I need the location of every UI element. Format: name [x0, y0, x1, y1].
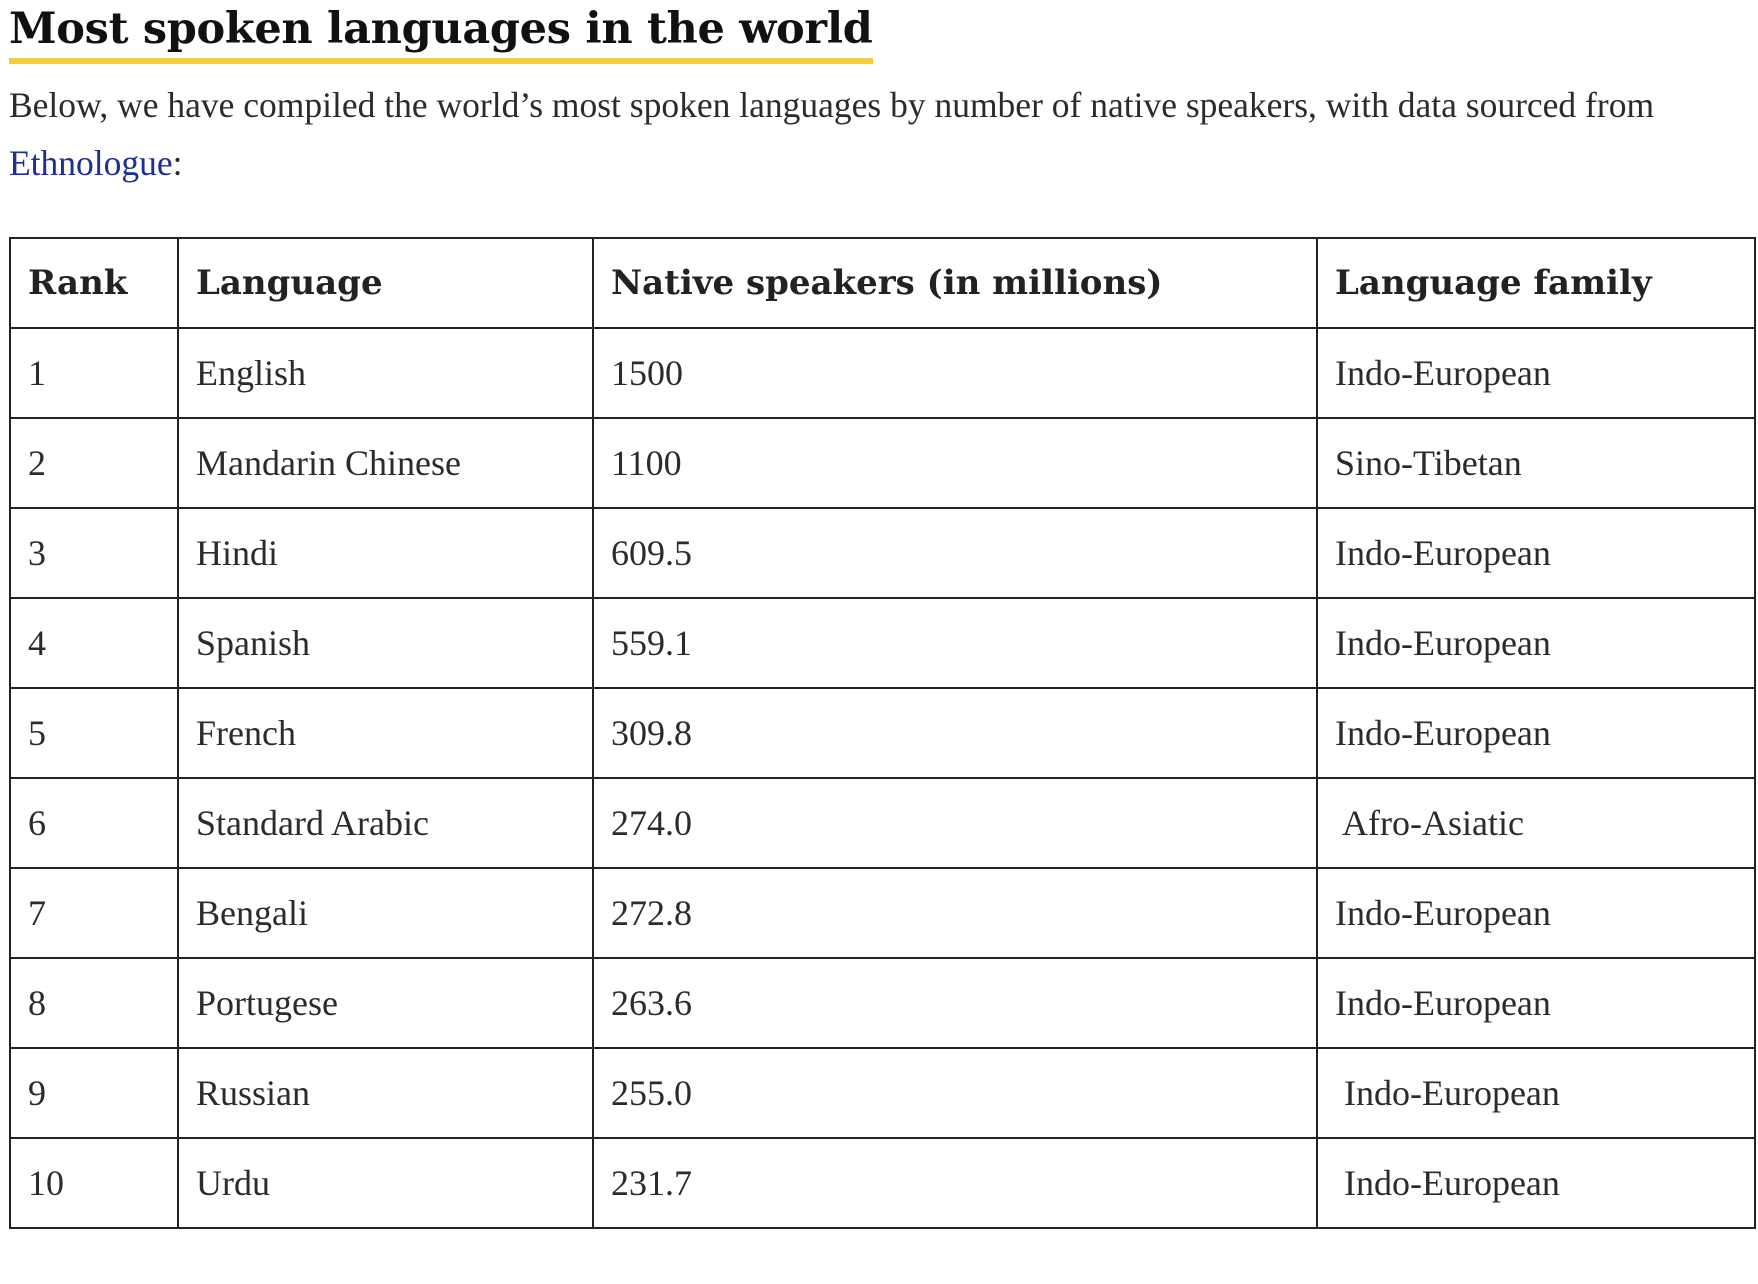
family-cell: Indo-European [1317, 328, 1755, 418]
header-native-speakers: Native speakers (in millions) [593, 238, 1317, 328]
family-cell: Indo-European [1317, 868, 1755, 958]
rank-cell: 10 [10, 1138, 178, 1228]
table-header-row [10, 238, 1755, 328]
rank-cell: 1 [10, 328, 178, 418]
speakers-cell: 309.8 [593, 688, 1317, 778]
language-cell: Mandarin Chinese [178, 418, 593, 508]
rank-cell: 5 [10, 688, 178, 778]
table-row [10, 1048, 1755, 1138]
rank-cell: 3 [10, 508, 178, 598]
speakers-cell: 609.5 [593, 508, 1317, 598]
language-cell: French [178, 688, 593, 778]
speakers-cell: 272.8 [593, 868, 1317, 958]
language-cell: Standard Arabic [178, 778, 593, 868]
table-row [10, 778, 1755, 868]
table-row [10, 328, 1755, 418]
family-cell: Indo-European [1317, 1138, 1755, 1228]
intro-paragraph [9, 76, 1754, 192]
family-cell: Sino-Tibetan [1317, 418, 1755, 508]
language-cell: Bengali [178, 868, 593, 958]
language-cell: English [178, 328, 593, 418]
speakers-cell: 1100 [593, 418, 1317, 508]
title-wrapper [9, 2, 873, 64]
family-cell: Indo-European [1317, 598, 1755, 688]
rank-cell: 4 [10, 598, 178, 688]
article [9, 0, 1754, 1203]
speakers-cell: 559.1 [593, 598, 1317, 688]
family-cell: Indo-European [1317, 688, 1755, 778]
table-row [10, 1138, 1755, 1228]
page-title: Most spoken languages in the world [9, 2, 873, 64]
speakers-cell: 263.6 [593, 958, 1317, 1048]
intro-text: Below, we have compiled the world’s most spoken languages by number of native speakers, with data sourced from [9, 85, 1655, 125]
language-cell: Spanish [178, 598, 593, 688]
speakers-cell: 1500 [593, 328, 1317, 418]
table-row [10, 958, 1755, 1048]
table-row [10, 418, 1755, 508]
table-row [10, 598, 1755, 688]
rank-cell: 9 [10, 1048, 178, 1138]
language-cell: Hindi [178, 508, 593, 598]
rank-cell: 8 [10, 958, 178, 1048]
ethnologue-link[interactable]: Ethnologue [9, 143, 173, 183]
language-cell: Russian [178, 1048, 593, 1138]
languages-table [9, 237, 1756, 1229]
speakers-cell: 274.0 [593, 778, 1317, 868]
rank-cell: 6 [10, 778, 178, 868]
family-cell: Indo-European [1317, 508, 1755, 598]
speakers-cell: 255.0 [593, 1048, 1317, 1138]
family-cell: Indo-European [1317, 958, 1755, 1048]
header-language: Language [178, 238, 593, 328]
language-cell: Portugese [178, 958, 593, 1048]
family-cell: Afro-Asiatic [1317, 778, 1755, 868]
rank-cell: 2 [10, 418, 178, 508]
speakers-cell: 231.7 [593, 1138, 1317, 1228]
table-row [10, 688, 1755, 778]
intro-suffix: : [172, 143, 183, 183]
table-row [10, 508, 1755, 598]
header-language-family: Language family [1317, 238, 1755, 328]
header-rank: Rank [10, 238, 178, 328]
table-row [10, 868, 1755, 958]
rank-cell: 7 [10, 868, 178, 958]
language-cell: Urdu [178, 1138, 593, 1228]
family-cell: Indo-European [1317, 1048, 1755, 1138]
